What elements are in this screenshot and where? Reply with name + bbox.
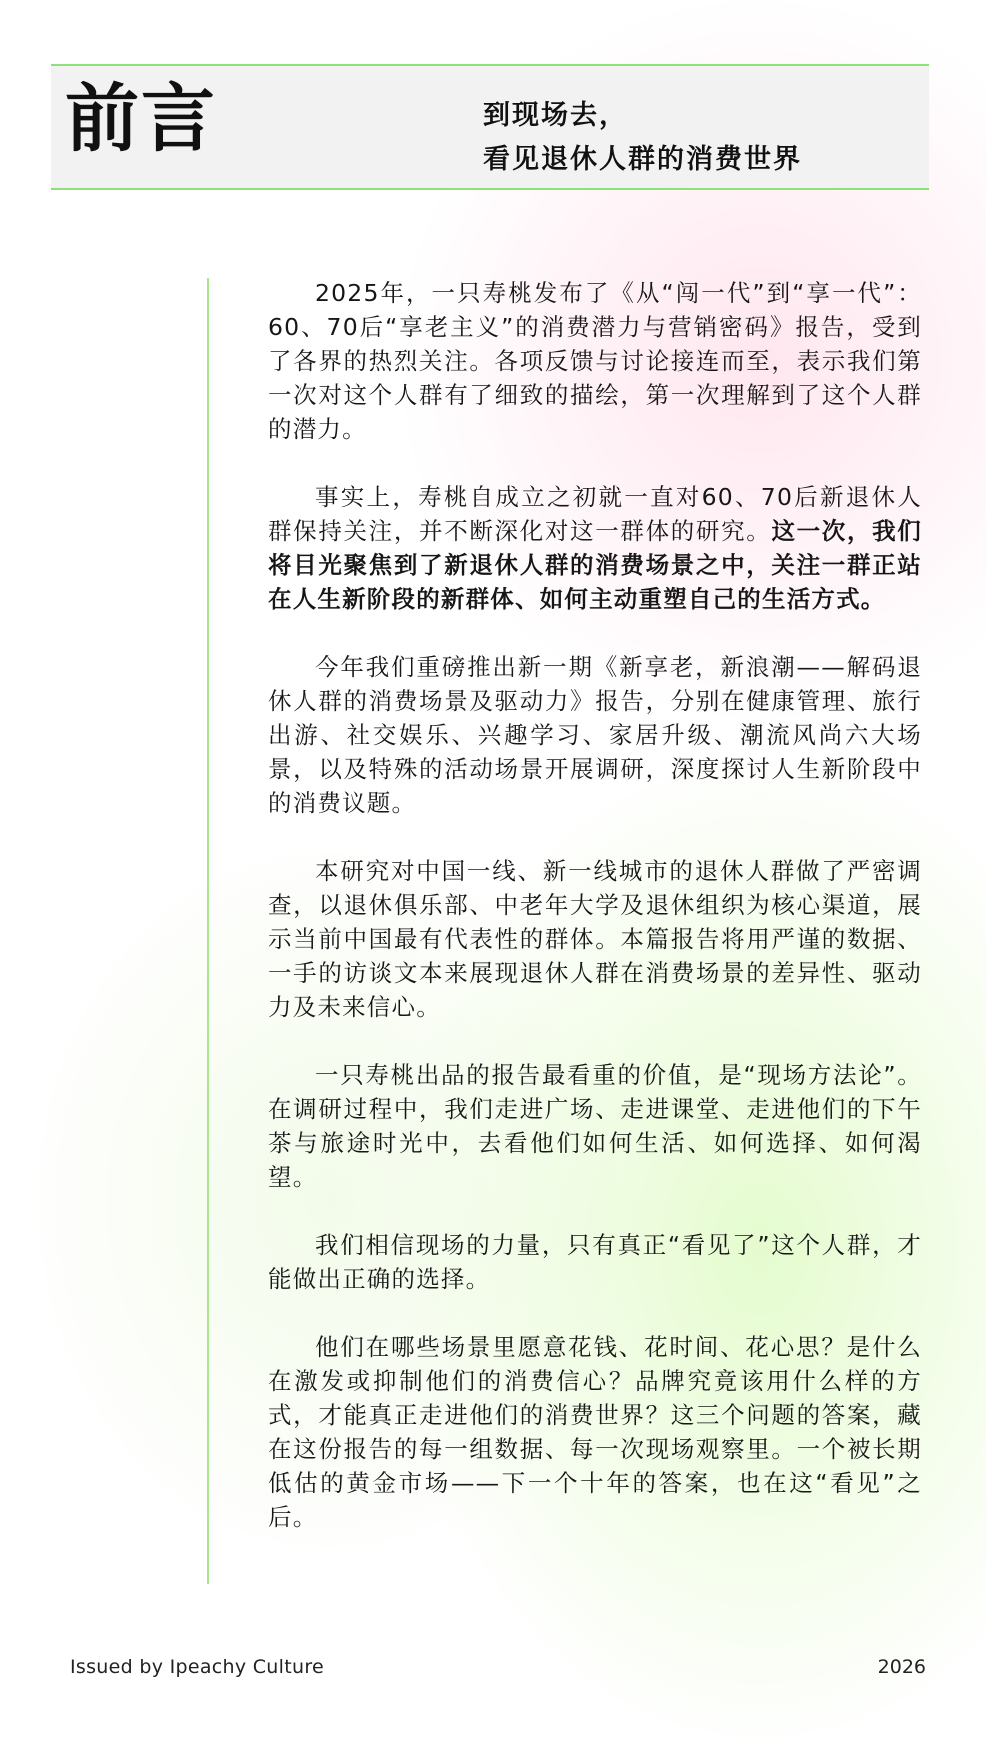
page-subtitle: [483, 94, 903, 182]
page-title: 前言: [65, 76, 217, 162]
accent-divider: [207, 278, 209, 1584]
footer-year: 2026: [877, 1656, 926, 1678]
footer-issuer: Issued by Ipeachy Culture: [70, 1656, 325, 1678]
paragraph-1: 2025年，一只寿桃发布了《从“闯一代”到“享一代”：60、70后“享老主义”的消费潜力与营销密码》报告，受到了各界的热烈关注。各项反馈与讨论接连而至，表示我们第一次对这个人群有了细致的描绘，第一次理解到了这个人群的潜力。: [268, 279, 922, 443]
paragraph-3: 今年我们重磅推出新一期《新享老，新浪潮——解码退休人群的消费场景及驱动力》报告，分别在健康管理、旅行出游、社交娱乐、兴趣学习、家居升级、潮流风尚六大场景，以及特殊的活动场景开展调研，深度探讨人生新阶段中的消费议题。: [268, 653, 922, 817]
paragraph-4: 本研究对中国一线、新一线城市的退休人群做了严密调查，以退休俱乐部、中老年大学及退休组织为核心渠道，展示当前中国最有代表性的群体。本篇报告将用严谨的数据、一手的访谈文本来展现退休人群在消费场景的差异性、驱动力及未来信心。: [268, 857, 922, 1021]
paragraph-7: 他们在哪些场景里愿意花钱、花时间、花心思？是什么在激发或抑制他们的消费信心？品牌究竟该用什么样的方式，才能真正走进他们的消费世界？这三个问题的答案，藏在这份报告的每一组数据、每一次现场观察里。一个被长期低估的黄金市场——下一个十年的答案，也在这“看见”之后。: [268, 1333, 922, 1531]
paragraph-2: 事实上，寿桃自成立之初就一直对60、70后新退休人群保持关注，并不断深化对这一群体的研究。这一次，我们将目光聚焦到了新退休人群的消费场景之中，关注一群正站在人生新阶段的新群体、如何主动重塑自己的生活方式。: [268, 483, 922, 613]
title-banner: [51, 64, 929, 190]
paragraph-5: 一只寿桃出品的报告最看重的价值，是“现场方法论”。在调研过程中，我们走进广场、走进课堂、走进他们的下午茶与旅途时光中，去看他们如何生活、如何选择、如何渴望。: [268, 1061, 922, 1191]
paragraph-6: 我们相信现场的力量，只有真正“看见了”这个人群，才能做出正确的选择。: [268, 1231, 922, 1293]
paragraph-2-emphasis: 这一次，我们将目光聚焦到了新退休人群的消费场景之中，关注一群正站在人生新阶段的新群体、如何主动重塑自己的生活方式。: [268, 517, 922, 613]
subtitle-line-1: 到现场去，: [483, 100, 628, 131]
subtitle-line-2: 看见退休人群的消费世界: [483, 144, 802, 175]
preface-body: [268, 276, 922, 1568]
